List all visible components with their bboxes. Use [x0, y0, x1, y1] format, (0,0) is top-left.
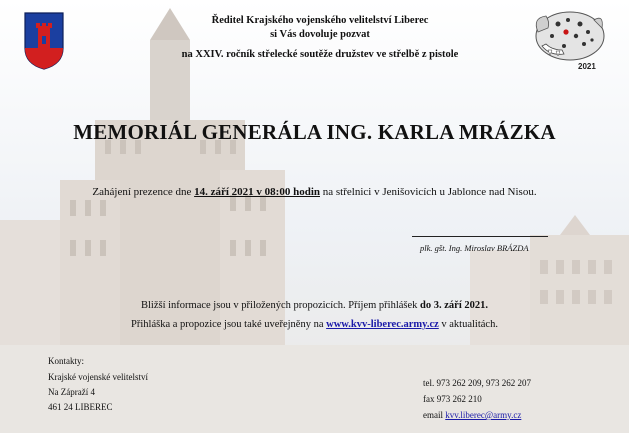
- signature-line: [412, 236, 548, 237]
- event-title: MEMORIÁL GENERÁLA ING. KARLA MRÁZKA: [73, 120, 556, 144]
- contact-street: Na Zápraží 4: [48, 387, 95, 397]
- contacts-phone-email: [423, 375, 531, 423]
- contact-tel: tel. 973 262 209, 973 262 207: [423, 378, 531, 388]
- info-line-2: [0, 319, 629, 330]
- email-link[interactable]: kvv.liberec@army.cz: [445, 410, 522, 420]
- info-line-2-suffix: v aktualitách.: [438, 319, 498, 330]
- contact-email-label: email: [423, 410, 446, 420]
- opening-prefix: Zahájení prezence dne: [92, 186, 195, 198]
- opening-suffix: na střelnici v Jenišovicích u Jablonce nad Nisou.: [320, 186, 537, 198]
- regional-coat-of-arms-icon: [24, 12, 64, 70]
- info-line-2-text: Přihláška a propozice jsou také uveřejněny na: [131, 319, 327, 330]
- signature-name: plk. gšt. Ing. Miroslav BRÁZDA: [420, 243, 529, 253]
- contact-fax: fax 973 262 210: [423, 394, 482, 404]
- contact-email-row: [423, 407, 531, 423]
- website-link[interactable]: www.kvv-liberec.army.cz: [326, 319, 439, 330]
- opening-datetime: 14. září 2021 v 08:00 hodin: [194, 186, 320, 198]
- contact-org: Krajské vojenské velitelství: [48, 372, 148, 382]
- contacts-label: Kontakty:: [48, 356, 84, 366]
- contacts-address: [48, 370, 148, 415]
- jaguar-head-icon: [528, 6, 608, 72]
- header-line-1: Ředitel Krajského vojenského velitelství Liberec: [211, 15, 429, 26]
- info-line-1-text: Bližší informace jsou v přiložených propozicích. Příjem přihlášek: [140, 300, 421, 311]
- header-line-3: na XXIV. ročník střelecké soutěže družstev ve střelbě z pistole: [181, 49, 459, 60]
- contact-city: 461 24 LIBEREC: [48, 402, 113, 412]
- badge-year: 2021: [578, 62, 596, 71]
- opening-line: [0, 186, 629, 198]
- header-line-2: si Vás dovoluje pozvat: [270, 29, 370, 40]
- registration-deadline: do 3. září 2021.: [420, 300, 488, 311]
- info-line-1: [0, 300, 629, 311]
